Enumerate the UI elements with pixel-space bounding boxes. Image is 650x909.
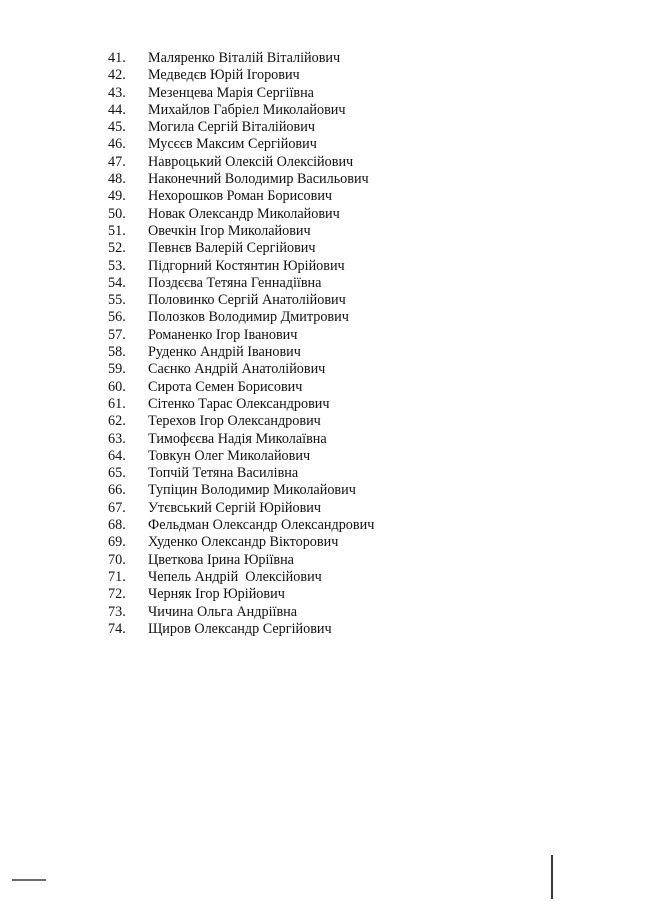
item-number: 60. (108, 378, 126, 395)
list-item (108, 448, 374, 465)
person-name: Щиров Олександр Сергійович (148, 620, 332, 637)
item-number: 41. (108, 50, 126, 66)
person-name: Підгорний Костянтин Юрійович (148, 257, 345, 274)
person-name: Товкун Олег Миколайович (148, 447, 311, 464)
person-name: Черняк Ігор Юрійович (148, 586, 285, 603)
person-name: Утєвський Сергій Юрійович (148, 499, 322, 516)
person-name: Чепель Андрій Олексійович (148, 568, 322, 585)
person-name: Певнєв Валерій Сергійович (148, 240, 316, 257)
list-item (108, 517, 374, 534)
item-number: 72. (108, 586, 126, 603)
item-number: 55. (108, 292, 126, 309)
person-name: Навроцький Олексій Олексійович (148, 153, 354, 170)
list-item (108, 431, 374, 448)
list-item (108, 500, 374, 517)
list-item (108, 206, 374, 223)
person-name: Романенко Ігор Іванович (148, 326, 298, 343)
person-name: Медведєв Юрій Ігорович (148, 67, 300, 84)
scan-edge-mark (12, 879, 46, 881)
list-item (108, 361, 374, 378)
list-item (108, 67, 374, 84)
item-number: 56. (108, 309, 126, 326)
item-number: 51. (108, 222, 126, 239)
list-item (108, 344, 374, 361)
person-name: Поздєєва Тетяна Геннадіївна (148, 274, 322, 291)
list-item (108, 275, 374, 292)
list-item (108, 379, 374, 396)
item-number: 73. (108, 603, 126, 620)
list-item (108, 188, 374, 205)
item-number: 53. (108, 257, 126, 274)
person-name: Чичина Ольга Андріївна (148, 603, 298, 620)
item-number: 65. (108, 465, 126, 482)
item-number: 44. (108, 101, 126, 118)
item-number: 63. (108, 430, 126, 447)
list-item (108, 136, 374, 153)
person-name: Терехов Ігор Олександрович (148, 413, 321, 430)
list-item (108, 621, 374, 638)
person-name: Михайлов Габріел Миколайович (148, 101, 346, 118)
list-item (108, 396, 374, 413)
person-name: Полозков Володимир Дмитрович (148, 309, 349, 326)
person-name: Нехорошков Роман Борисович (148, 188, 333, 205)
item-number: 74. (108, 620, 126, 637)
person-name: Мезенцева Марія Сергіївна (148, 84, 314, 101)
item-number: 43. (108, 84, 126, 101)
list-item (108, 85, 374, 102)
item-number: 66. (108, 482, 126, 499)
person-name: Новак Олександр Миколайович (148, 205, 340, 222)
list-item (108, 552, 374, 569)
item-number: 54. (108, 274, 126, 291)
person-name: Тимофєєва Надія Миколаївна (148, 430, 327, 447)
person-name: Саєнко Андрій Анатолійович (148, 361, 326, 378)
list-item (108, 240, 374, 257)
list-item (108, 465, 374, 482)
item-number: 50. (108, 205, 126, 222)
item-number: 57. (108, 326, 126, 343)
list-item (108, 119, 374, 136)
item-number: 70. (108, 551, 126, 568)
item-number: 49. (108, 188, 126, 205)
list-item (108, 569, 374, 586)
list-item (108, 258, 374, 275)
list-item (108, 413, 374, 430)
item-number: 58. (108, 344, 126, 361)
item-number: 42. (108, 67, 126, 84)
person-name: Фельдман Олександр Олександрович (148, 517, 375, 534)
item-number: 46. (108, 136, 126, 153)
person-name: Топчій Тетяна Василівна (148, 465, 299, 482)
person-name: Могила Сергій Віталійович (148, 119, 315, 136)
numbered-name-list (108, 50, 374, 638)
person-name: Половинко Сергій Анатолійович (148, 292, 346, 309)
person-name: Наконечний Володимир Васильович (148, 171, 369, 188)
person-name: Мусєєв Максим Сергійович (148, 136, 317, 153)
list-item (108, 327, 374, 344)
person-name: Тупіцин Володимир Миколайович (148, 482, 356, 499)
item-number: 59. (108, 361, 126, 378)
person-name: Сирота Семен Борисович (148, 378, 303, 395)
item-number: 48. (108, 171, 126, 188)
person-name: Маляренко Віталій Віталійович (148, 50, 341, 66)
person-name: Руденко Андрій Іванович (148, 344, 301, 361)
margin-line-mark (551, 855, 553, 899)
person-name: Овечкін Ігор Миколайович (148, 222, 311, 239)
list-item (108, 102, 374, 119)
person-name: Сітенко Тарас Олександрович (148, 395, 330, 412)
list-item (108, 482, 374, 499)
item-number: 64. (108, 447, 126, 464)
list-item (108, 586, 374, 603)
item-number: 67. (108, 499, 126, 516)
item-number: 71. (108, 568, 126, 585)
item-number: 62. (108, 413, 126, 430)
list-item (108, 309, 374, 326)
item-number: 68. (108, 517, 126, 534)
list-item (108, 534, 374, 551)
item-number: 69. (108, 534, 126, 551)
item-number: 45. (108, 119, 126, 136)
person-name: Цветкова Ірина Юріївна (148, 551, 294, 568)
list-item (108, 50, 374, 67)
list-item (108, 171, 374, 188)
list-item (108, 292, 374, 309)
list-item (108, 154, 374, 171)
list-item (108, 223, 374, 240)
item-number: 47. (108, 153, 126, 170)
item-number: 61. (108, 395, 126, 412)
list-item (108, 604, 374, 621)
person-name: Худенко Олександр Вікторович (148, 534, 339, 551)
item-number: 52. (108, 240, 126, 257)
